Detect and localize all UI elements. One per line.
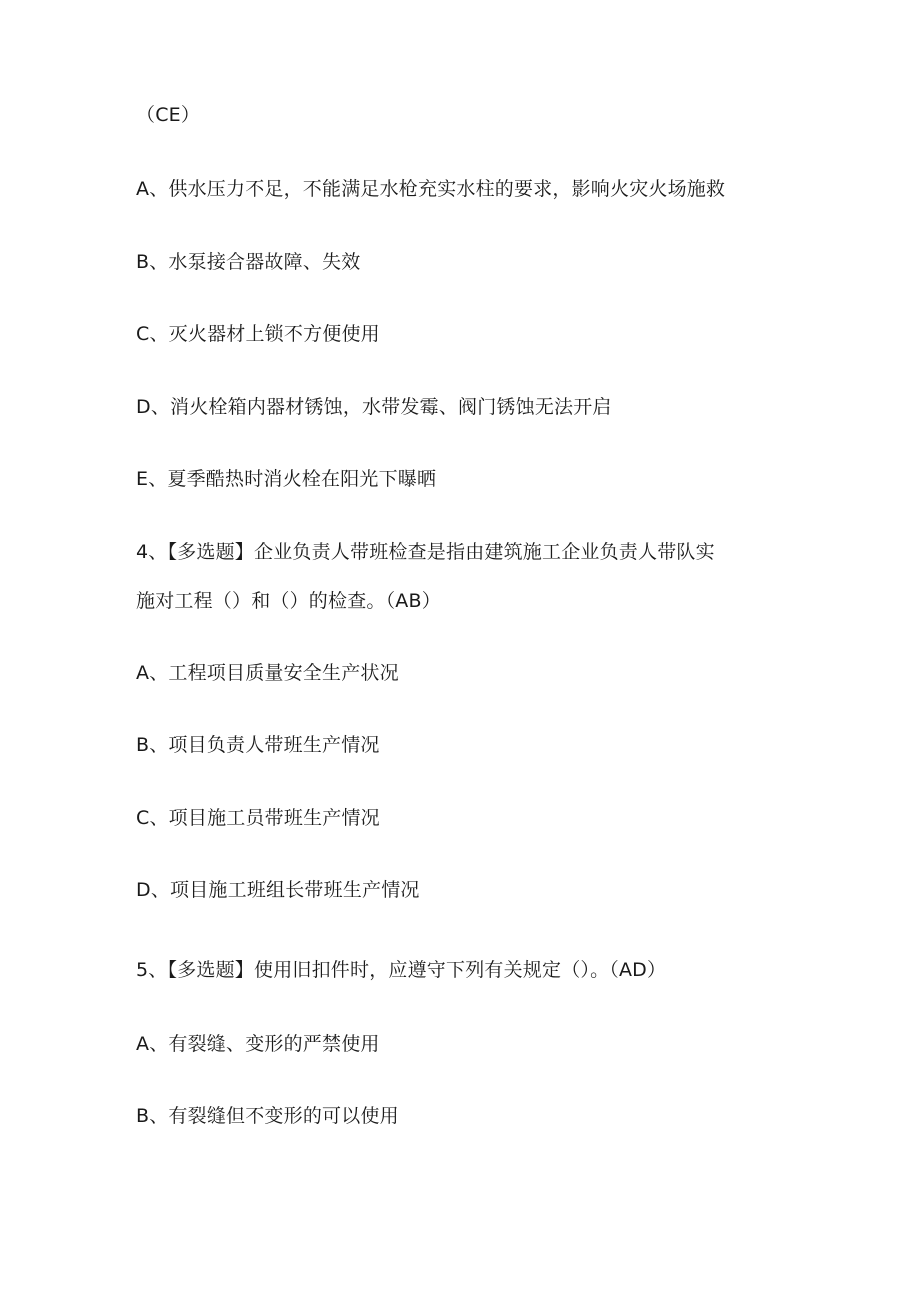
- q4-option-a: A、工程项目质量安全生产状况: [136, 662, 399, 684]
- q3-option-d: D、消火栓箱内器材锈蚀，水带发霉、阀门锈蚀无法开启: [136, 396, 612, 418]
- q4-option-d: D、项目施工班组长带班生产情况: [136, 879, 420, 901]
- q3-option-b: B、水泵接合器故障、失效: [136, 251, 361, 273]
- q5-stem: 5、【多选题】使用旧扣件时，应遵守下列有关规定（）。（AD）: [136, 959, 667, 981]
- q5-option-b: B、有裂缝但不变形的可以使用: [136, 1105, 399, 1127]
- q3-option-a: A、供水压力不足，不能满足水枪充实水柱的要求，影响火灾火场施救: [136, 178, 726, 200]
- q4-stem-line2: 施对工程（）和（）的检查。（AB）: [136, 590, 441, 612]
- q3-answer: （CE）: [136, 104, 201, 126]
- q5-option-a: A、有裂缝、变形的严禁使用: [136, 1033, 380, 1055]
- q4-stem-line1: 4、【多选题】企业负责人带班检查是指由建筑施工企业负责人带队实: [136, 541, 715, 563]
- q4-option-c: C、项目施工员带班生产情况: [136, 807, 380, 829]
- q3-option-c: C、灭火器材上锁不方便使用: [136, 323, 380, 345]
- q4-option-b: B、项目负责人带班生产情况: [136, 734, 380, 756]
- q3-option-e: E、夏季酷热时消火栓在阳光下曝晒: [136, 468, 437, 490]
